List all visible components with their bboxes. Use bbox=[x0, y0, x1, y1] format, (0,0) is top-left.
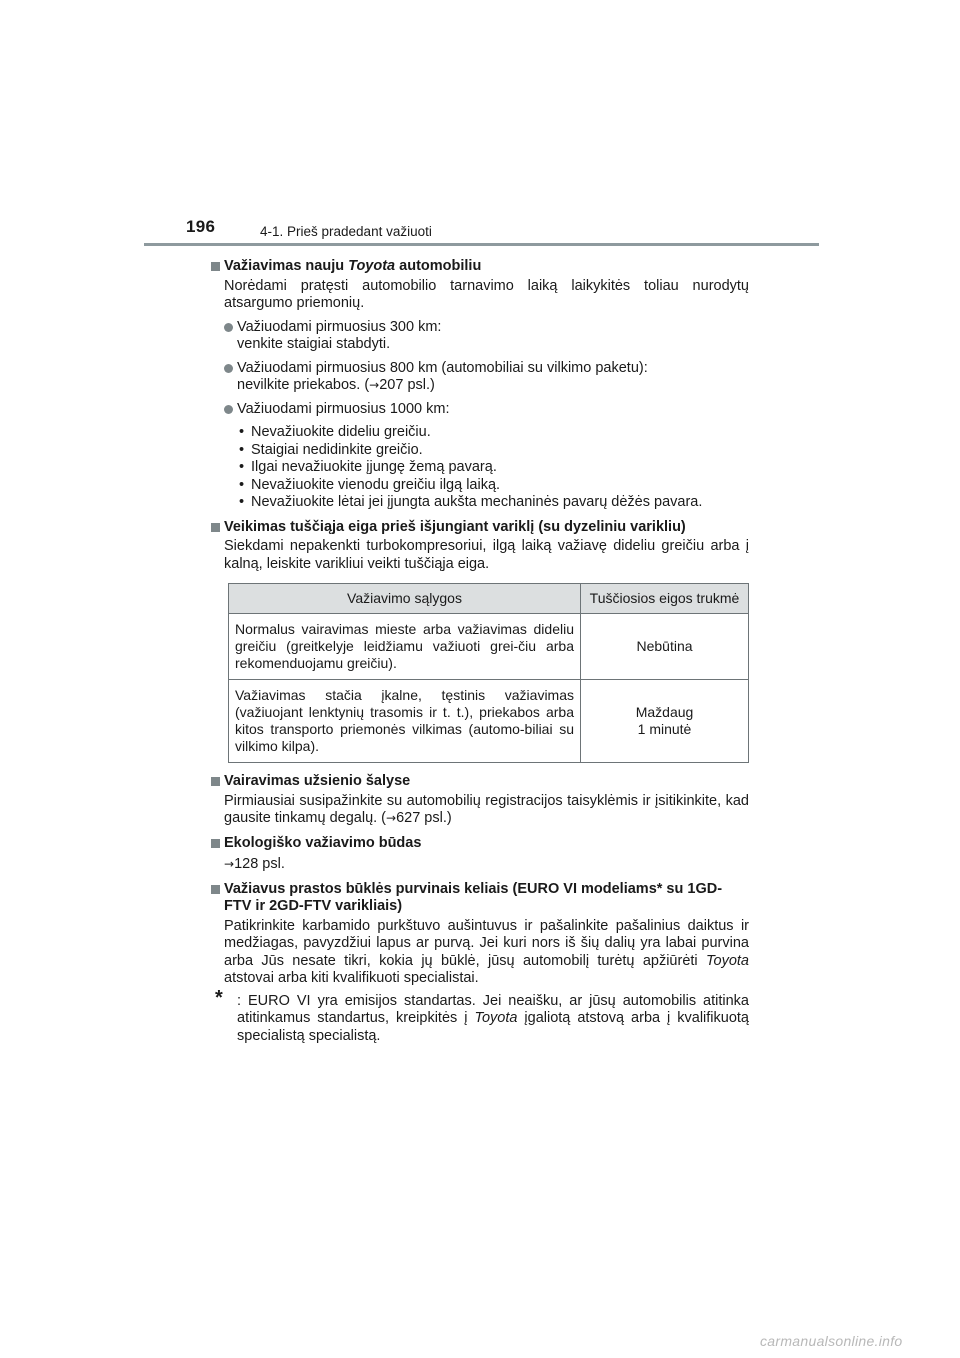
brand-name: Toyota bbox=[706, 952, 749, 969]
dot-bullet-icon: • bbox=[239, 494, 245, 510]
paragraph-text: Patikrinkite karbamido purkštuvo aušintuvus ir pašalinkite pašalinius daiktus ir medžiagas, pavyzdžiui lapus ar purvą. Jei kuri nors iš šių dalių yra labai purvina arba Jūs nesate tikri, kokia jų būklė, jūsų automobilį turėtų apžiūrėti bbox=[224, 917, 749, 969]
bullet-text: Važiuodami pirmuosius 300 km: bbox=[237, 318, 442, 335]
bullet-text: venkite staigiai stabdyti. bbox=[237, 336, 391, 352]
table-cell: Normalus vairavimas mieste arba važiavimas dideliu greičiu (greitkelyje leidžiamu važiuoti grei-čiu arba rekomenduojamu greičiu). bbox=[229, 614, 581, 680]
sub-list-text: Nevažiuokite lėtai jei įjungta aukšta mechaninės pavarų dėžės pavara. bbox=[251, 494, 703, 510]
table-cell-line: 1 minutė bbox=[637, 721, 692, 737]
heading-text: Važiavus prastos būklės purvinais keliais (EURO VI modeliams* su 1GD-FTV ir 2GD-FTV varikliais) bbox=[224, 880, 723, 914]
paragraph-eco bbox=[211, 856, 749, 874]
paragraph-dirty-roads bbox=[211, 918, 749, 988]
heading-abroad bbox=[211, 773, 749, 791]
bullet-text: Važiuodami pirmuosius 1000 km: bbox=[237, 400, 450, 417]
brand-name: Toyota bbox=[474, 1010, 518, 1026]
sub-list-item bbox=[239, 442, 749, 460]
sub-list-text: Nevažiuokite dideliu greičiu. bbox=[251, 424, 431, 440]
paragraph-idle: Siekdami nepakenkti turbokompresoriui, ilgą laiką važiavę dideliu greičiu arba į kalną, leiskite varikliui veikti tuščiąja eiga. bbox=[224, 538, 749, 572]
page-reference: 207 psl.) bbox=[379, 377, 435, 393]
bullet-text: Važiuodami pirmuosius 800 km (automobiliai su vilkimo paketu): bbox=[237, 359, 648, 376]
heading-text: Veikimas tuščiąja eiga prieš išjungiant variklį (su dyzeliniu varikliu) bbox=[224, 518, 686, 535]
arrow-icon: → bbox=[386, 811, 397, 825]
bullet-300km bbox=[211, 319, 749, 354]
round-bullet-icon bbox=[224, 405, 233, 414]
heading-text: Vairavimas užsienio šalyse bbox=[224, 773, 411, 789]
heading-text: Ekologiško važiavimo būdas bbox=[224, 834, 422, 851]
table-header-cell: Tuščiosios eigos trukmė bbox=[581, 584, 749, 614]
bullet-text-part: nevilkite priekabos. ( bbox=[237, 377, 370, 393]
sub-list-text: Nevažiuokite vienodu greičiu ilgą laiką. bbox=[251, 476, 501, 493]
square-bullet-icon bbox=[211, 885, 220, 894]
arrow-icon: → bbox=[224, 857, 235, 871]
dot-bullet-icon: • bbox=[239, 476, 245, 493]
page-reference: 128 psl. bbox=[234, 856, 285, 872]
page-content bbox=[211, 258, 749, 1045]
round-bullet-icon bbox=[224, 364, 233, 373]
footnote bbox=[211, 986, 749, 1046]
table-cell: Nebūtina bbox=[581, 614, 749, 680]
section-title: 4-1. Prieš pradedant važiuoti bbox=[260, 224, 432, 239]
heading-text: Važiavimas nauju bbox=[224, 258, 349, 274]
dot-bullet-icon: • bbox=[239, 424, 245, 440]
brand-name: Toyota bbox=[348, 258, 396, 274]
bullet-800km bbox=[211, 360, 749, 395]
square-bullet-icon bbox=[211, 777, 220, 786]
page-reference: 627 psl.) bbox=[396, 810, 452, 826]
footnote-text: įgaliotą atstovą arba į kvalifikuotą specialistą specialistą. bbox=[237, 1010, 749, 1044]
paragraph-text: Pirmiausiai susipažinkite su automobilių registracijos taisyklėmis ir įsitikinkite, kad gausite tinkamų degalų. ( bbox=[224, 792, 749, 826]
bullet-text bbox=[237, 377, 749, 395]
sub-list-item bbox=[239, 477, 749, 495]
heading-dirty-roads bbox=[211, 881, 749, 916]
paragraph-new-car: Norėdami pratęsti automobilio tarnavimo laiką laikykitės toliau nurodytų atsargumo priemonių. bbox=[224, 277, 749, 311]
round-bullet-icon bbox=[224, 323, 233, 332]
table-row bbox=[229, 614, 749, 680]
table-cell-line: Maždaug bbox=[635, 704, 694, 720]
square-bullet-icon bbox=[211, 839, 220, 848]
sub-list bbox=[211, 424, 749, 512]
sub-list-item bbox=[239, 494, 749, 512]
footnote-text: : EURO VI yra emisijos standartas. Jei neaišku, ar jūsų automobilis atitinka atitinkamus standartus, kreipkitės į bbox=[237, 992, 749, 1026]
watermark: carmanualsonline.info bbox=[760, 1333, 903, 1349]
square-bullet-icon bbox=[211, 262, 220, 271]
bullet-1000km bbox=[211, 401, 749, 419]
sub-list-text: Staigiai nedidinkite greičio. bbox=[251, 441, 423, 458]
heading-new-car bbox=[211, 258, 749, 276]
dot-bullet-icon: • bbox=[239, 441, 245, 458]
arrow-icon: → bbox=[369, 378, 380, 392]
heading-eco bbox=[211, 835, 749, 853]
header-rule bbox=[144, 243, 819, 246]
square-bullet-icon bbox=[211, 523, 220, 532]
table-cell bbox=[581, 680, 749, 763]
paragraph-abroad bbox=[211, 793, 749, 828]
table-cell: Važiavimas stačia įkalne, tęstinis važiavimas (važiuojant lenktynių trasomis ir t. t.), priekabos arba kitos transporto priemonės vilkimas (automo-biliai su vilkimo kilpa). bbox=[229, 680, 581, 763]
heading-text: automobiliu bbox=[395, 258, 482, 274]
sub-list-item bbox=[239, 424, 749, 442]
table-header-cell: Važiavimo sąlygos bbox=[229, 584, 581, 614]
table-row bbox=[229, 680, 749, 763]
sub-list-text: Ilgai nevažiuokite įjungę žemą pavarą. bbox=[251, 459, 497, 475]
dot-bullet-icon: • bbox=[239, 459, 245, 475]
table-header-row bbox=[229, 584, 749, 614]
heading-idle bbox=[211, 519, 749, 537]
page-number: 196 bbox=[186, 217, 216, 236]
idle-table bbox=[228, 583, 749, 763]
paragraph-text: atstovai arba kiti kvalifikuoti specialistai. bbox=[224, 970, 479, 986]
sub-list-item bbox=[239, 459, 749, 477]
asterisk-icon: * bbox=[215, 986, 223, 1009]
